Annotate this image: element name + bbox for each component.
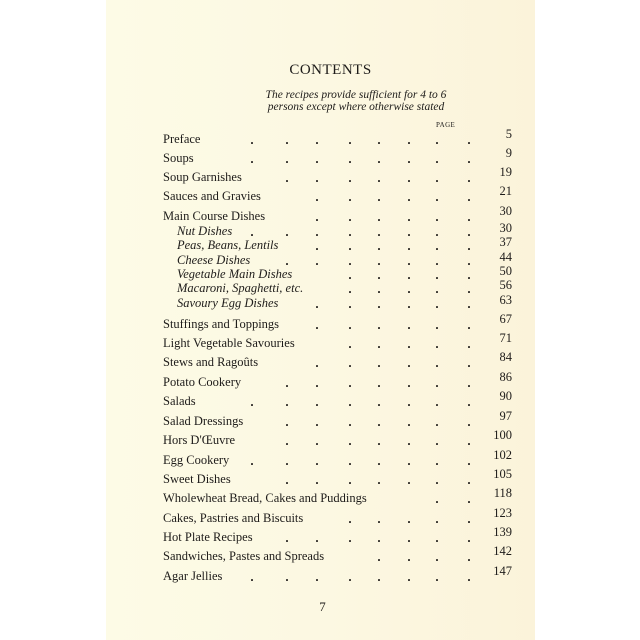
dot-leader [163,161,455,163]
toc-entry-title: Sandwiches, Pastes and Spreads [163,549,325,563]
dot-leader [163,346,455,348]
toc-entry-title: Agar Jellies [163,569,223,583]
dot-leader [163,365,455,367]
toc-entry-page: 44 [499,250,512,264]
toc-entry-page: 123 [493,506,512,520]
toc-entry-page: 90 [499,389,512,403]
toc-entry-page: 71 [499,331,512,345]
toc-entry [163,544,512,564]
toc-entry-title: Peas, Beans, Lentils [177,238,279,252]
toc-entry-page: 102 [493,448,512,462]
toc-entry [163,331,512,351]
dot-leader [163,180,455,182]
toc-entry-title: Stews and Ragoûts [163,355,259,369]
toc-entry [163,127,512,147]
dot-leader [163,404,455,406]
toc-entry-title: Hot Plate Recipes [163,530,253,544]
toc-entry-title: Sweet Dishes [163,472,231,486]
dot-leader [163,199,455,201]
servings-note [226,89,486,113]
toc-entry-title: Wholewheat Bread, Cakes and Puddings [163,491,367,505]
toc-entry-title: Savoury Egg Dishes [177,296,279,310]
toc-entry-page: 97 [499,409,512,423]
dot-leader [163,306,455,308]
toc-entry-title: Sauces and Gravies [163,189,261,203]
toc-entry-title: Hors D'Œuvre [163,433,236,447]
page-title: CONTENTS [289,62,372,78]
toc-entry [163,448,512,468]
toc-entry-page: 56 [499,278,512,292]
dot-leader [163,501,455,503]
toc-entry-title: Cakes, Pastries and Biscuits [163,511,304,525]
dot-leader [163,540,455,542]
toc-entry [163,350,512,370]
toc-entry-page: 21 [499,184,512,198]
dot-leader [163,521,455,523]
toc-entry-title: Light Vegetable Savouries [163,336,295,350]
toc-entry-title: Potato Cookery [163,375,242,389]
toc-entry-title: Cheese Dishes [177,253,251,267]
dot-leader [163,443,455,445]
page-column-header: PAGE [436,121,456,129]
toc-entry-page: 19 [499,165,512,179]
book-page [106,0,535,640]
toc-entry-page: 67 [499,312,512,326]
toc-entry-page: 100 [493,428,512,442]
toc-entry-title: Stuffings and Toppings [163,317,280,331]
toc-entry-page: 30 [499,204,512,218]
toc-entry-page: 147 [493,564,512,578]
dot-leader [163,559,455,561]
toc-entry [163,389,512,409]
dot-leader [163,482,455,484]
toc-entry [163,428,512,448]
toc-entry-page: 5 [505,127,512,141]
toc-entry-page: 139 [493,525,512,539]
toc-entry [163,184,512,204]
toc-entry-title: Nut Dishes [177,224,233,238]
toc-entry-title: Vegetable Main Dishes [177,267,293,281]
toc-entry-page: 63 [499,293,512,307]
toc-entry-title: Salad Dressings [163,414,244,428]
toc-entry-title: Main Course Dishes [163,209,266,223]
servings-note-line-2: persons except where otherwise stated [267,101,445,113]
toc-entry [163,564,512,584]
toc-entry-page: 37 [499,235,512,249]
toc-entry [163,165,512,185]
toc-entry-title: Macaroni, Spaghetti, etc. [177,281,304,295]
toc-entry [163,486,512,506]
dot-leader [163,327,455,329]
toc-entry-page: 9 [505,146,512,160]
toc-entry [163,293,512,311]
toc-entry-title: Salads [163,394,196,408]
toc-entry [163,370,512,390]
toc-entry-page: 86 [499,370,512,384]
toc-entry-title: Preface [163,132,201,146]
dot-leader [163,463,455,465]
toc-entry-title: Soup Garnishes [163,170,242,184]
toc-entry-title: Soups [163,151,194,165]
toc-entry [163,506,512,526]
toc-entry [163,525,512,545]
dot-leader [163,142,455,144]
dot-leader [163,424,455,426]
servings-note-line-1: The recipes provide sufficient for 4 to 6 [265,89,447,101]
toc-entry-page: 142 [493,544,512,558]
toc-entry [163,146,512,166]
toc-entry-page: 84 [499,350,512,364]
toc-entry-page: 50 [499,264,512,278]
toc-entry-page: 105 [493,467,512,481]
dot-leader [163,579,455,581]
toc-entry-page: 30 [499,221,512,235]
toc-entry-title: Egg Cookery [163,453,230,467]
page-number: 7 [319,599,326,614]
dot-leader [163,385,455,387]
toc-entry [163,467,512,487]
toc-entry [163,312,512,332]
toc-entry-page: 118 [493,486,512,500]
toc-entry [163,409,512,429]
